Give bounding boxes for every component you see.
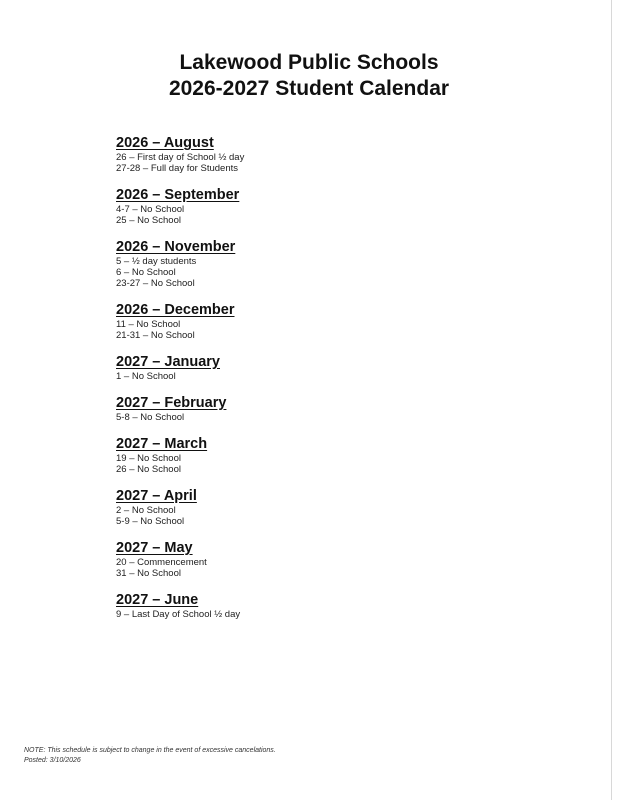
month-heading: 2027 – May [116, 540, 193, 556]
calendar-entry: 5-8 – No School [116, 412, 185, 423]
month-heading: 2027 – January [116, 354, 220, 370]
month-heading: 2026 – November [116, 239, 236, 255]
calendar-entry: 5 – ½ day students [116, 256, 197, 267]
calendar-entry: 11 – No School [116, 319, 181, 330]
calendar-entry: 23-27 – No School [116, 278, 195, 289]
schedule-change-note: NOTE: This schedule is subject to change in the event of excessive cancelations. [24, 747, 276, 754]
month-heading: 2027 – June [116, 592, 199, 608]
month-section [116, 186, 536, 226]
title-school-name: Lakewood Public Schools [179, 51, 439, 74]
month-section [116, 435, 536, 475]
month-section [116, 539, 536, 579]
scan-edge-line [611, 0, 612, 800]
calendar-entry: 27-28 – Full day for Students [116, 163, 238, 174]
month-heading: 2027 – March [116, 436, 208, 452]
calendar-entry: 20 – Commencement [116, 557, 207, 568]
calendar-entry: 2 – No School [116, 505, 176, 516]
page-title [0, 50, 618, 102]
calendar-entry: 26 – First day of School ½ day [116, 152, 245, 163]
month-heading: 2026 – August [116, 135, 214, 151]
calendar-entry: 5-9 – No School [116, 516, 185, 527]
calendar-entry: 6 – No School [116, 267, 176, 278]
month-section [116, 394, 536, 423]
title-calendar-year: 2026-2027 Student Calendar [168, 77, 450, 100]
posted-date: Posted: 3/10/2026 [24, 757, 81, 764]
month-section [116, 301, 536, 341]
calendar-entry: 26 – No School [116, 464, 181, 475]
month-section [116, 591, 536, 620]
month-heading: 2026 – December [116, 302, 235, 318]
calendar-entry: 21-31 – No School [116, 330, 195, 341]
calendar-entry: 9 – Last Day of School ½ day [116, 609, 241, 620]
footer-note [24, 746, 276, 766]
month-heading: 2026 – September [116, 187, 240, 203]
month-heading: 2027 – April [116, 488, 197, 504]
calendar-entry: 31 – No School [116, 568, 181, 579]
calendar-entry: 25 – No School [116, 215, 181, 226]
month-heading: 2027 – February [116, 395, 227, 411]
calendar-entry: 4-7 – No School [116, 204, 185, 215]
calendar-entry: 1 – No School [116, 371, 176, 382]
month-section [116, 238, 536, 289]
month-section [116, 487, 536, 527]
month-list [116, 134, 536, 632]
calendar-entry: 19 – No School [116, 453, 181, 464]
month-section [116, 353, 536, 382]
month-section [116, 134, 536, 174]
